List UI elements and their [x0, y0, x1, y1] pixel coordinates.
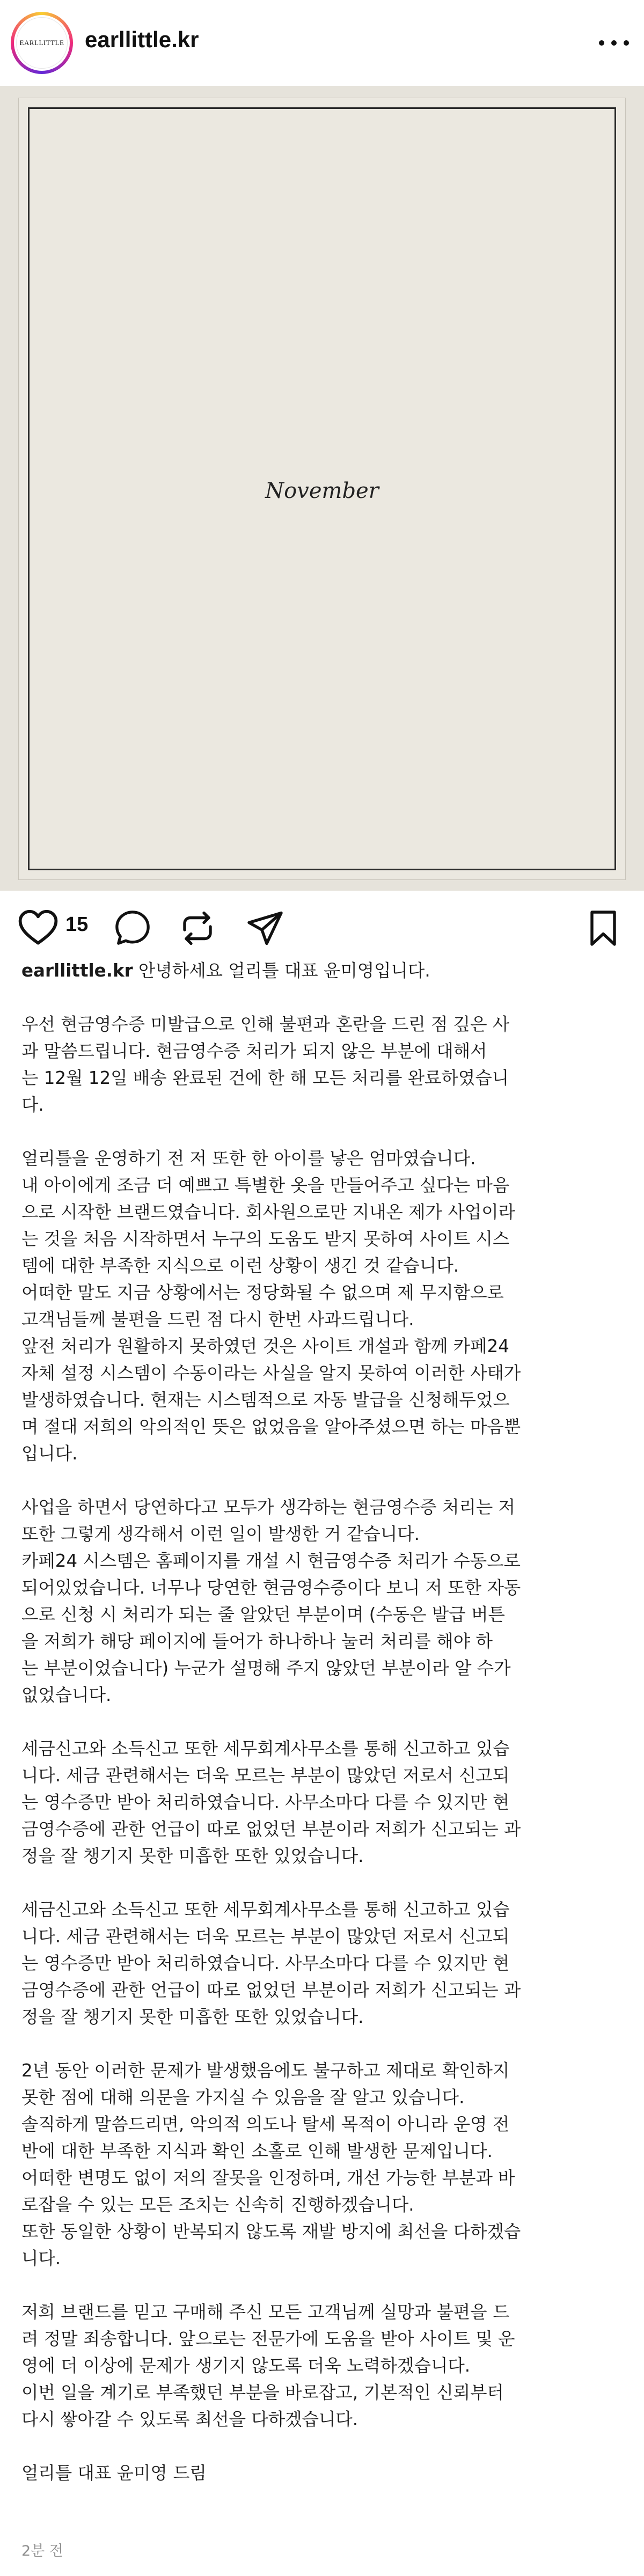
caption-paragraph: 2년 동안 이러한 문제가 발생했음에도 불구하고 제대로 확인하지 못한 점에 대해 의문을 가지실 수 있음을 잘 알고 있습니다. 솔직하게 말씀드리면, 악의적 의도나 탈세 목적이 아니라 운영 전 반에 대한 부족한 지식과 확인 소홀로 인해 발생한 문제입니다. 어떠한 변명도 없이 저의 잘못을 인정하며, 개선 가능한 부분과 바 로잡을 수 있는 모든 조치는 신속히 진행하겠습니다. 또한 동일한 상황이 반복되지 않도록 재발 방지에 최선을 다하겠습 니다.	[21, 2060, 521, 2269]
paper-title: November	[265, 479, 379, 503]
bookmark-icon[interactable]	[586, 909, 620, 948]
caption-paragraph: 저희 브랜드를 믿고 구매해 주신 모든 고객님께 실망과 불편을 드 려 정말 죄송합니다. 앞으로는 전문가에 도움을 받아 사이트 및 운 영에 더 이상에 문제가 생기지 않도록 더욱 노력하겠습니다. 이번 일을 계기로 부족했던 부분을 바로잡고, 기본적인 신뢰부터 다시 쌓아갈 수 있도록 최선을 다하겠습니다.	[21, 2302, 515, 2430]
action-bar	[0, 891, 644, 955]
post-image[interactable]	[0, 86, 644, 891]
caption-paragraph: 세금신고와 소득신고 또한 세무회계사무소를 통해 신고하고 있습 니다. 세금 관련해서는 더욱 모르는 부분이 많았던 저로서 신고되 는 영수증만 받아 처리하였습니다. 사무소마다 다를 수 있지만 현 금영수증에 관한 언급이 따로 없었던 부분이라 저희가 신고되는 과 정을 잘 챙기지 못한 미흡한 또한 있었습니다.	[21, 1738, 521, 1866]
avatar[interactable]	[11, 12, 73, 74]
caption-first-line	[21, 957, 623, 984]
like-count[interactable]: 15	[65, 913, 89, 936]
brand-logo: EARLLITTLE	[16, 17, 68, 69]
send-icon[interactable]	[246, 909, 284, 948]
caption-greeting: 안녕하세요 얼리틀 대표 윤미영입니다.	[133, 960, 430, 981]
caption-paragraph: 얼리틀을 운영하기 전 저 또한 한 아이를 낳은 엄마였습니다. 내 아이에게 조금 더 예쁘고 특별한 옷을 만들어주고 싶다는 마음 으로 시작한 브랜드였습니다. 회사원으로만 지내온 제가 사업이라 는 것을 처음 시작하면서 누구의 도움도 받지 못하여 사이트 시스 템에 대한 부족한 지식으로 이런 상황이 생긴 것 같습니다. 어떠한 말도 지금 상황에서는 정당화될 수 없으며 제 무지함으로 고객님들께 불편을 드린 점 다시 한번 사과드립니다. 앞전 처리가 원활하지 못하였던 것은 사이트 개설과 함께 카페24 자체 설정 시스템이 수동이라는 사실을 알지 못하여 이러한 사태가 발생하였습니다. 현재는 시스템적으로 자동 발급을 신청해두었으 며 절대 저희의 악의적인 뜻은 없었음을 알아주셨으면 하는 마음뿐 입니다.	[21, 1148, 521, 1464]
username[interactable]: earllittle.kr	[85, 27, 199, 52]
post-timestamp: 2분 전	[21, 2543, 63, 2559]
caption-paragraph: 우선 현금영수증 미발급으로 인해 불편과 혼란을 드린 점 깊은 사 과 말씀드립니다. 현금영수증 처리가 되지 않은 부분에 대해서 는 12월 12일 배송 완료된 건에 한 해 모든 처리를 완료하였습니 다.	[21, 1014, 510, 1115]
caption-username[interactable]: earllittle.kr	[21, 960, 133, 981]
caption-signoff: 얼리틀 대표 윤미영 드림	[21, 2463, 207, 2483]
post-header	[0, 0, 644, 86]
caption-paragraph: 세금신고와 소득신고 또한 세무회계사무소를 통해 신고하고 있습 니다. 세금 관련해서는 더욱 모르는 부분이 많았던 저로서 신고되 는 영수증만 받아 처리하였습니다. 사무소마다 다를 수 있지만 현 금영수증에 관한 언급이 따로 없었던 부분이라 저희가 신고되는 과 정을 잘 챙기지 못한 미흡한 또한 있었습니다.	[21, 1899, 521, 2027]
caption	[21, 957, 623, 2486]
caption-paragraph: 사업을 하면서 당연하다고 모두가 생각하는 현금영수증 처리는 저 또한 그렇게 생각해서 이런 일이 발생한 거 같습니다. 카페24 시스템은 홈페이지를 개설 시 현금영수증 처리가 수동으로 되어있었습니다. 너무나 당연한 현금영수증이다 보니 저 또한 자동 으로 신청 시 처리가 되는 줄 알았던 부분이며 (수동은 발급 버튼 을 저희가 해당 페이지에 들어가 하나하나 눌러 처리를 해야 하 는 부분이었습니다) 누군가 설명해 주지 않았던 부분이라 알 수가 없었습니다.	[21, 1497, 521, 1705]
comment-icon[interactable]	[114, 909, 151, 946]
heart-icon[interactable]	[17, 909, 59, 946]
paper-card	[18, 98, 626, 880]
repost-icon[interactable]	[178, 909, 217, 948]
more-horizontal-icon[interactable]	[599, 33, 629, 53]
